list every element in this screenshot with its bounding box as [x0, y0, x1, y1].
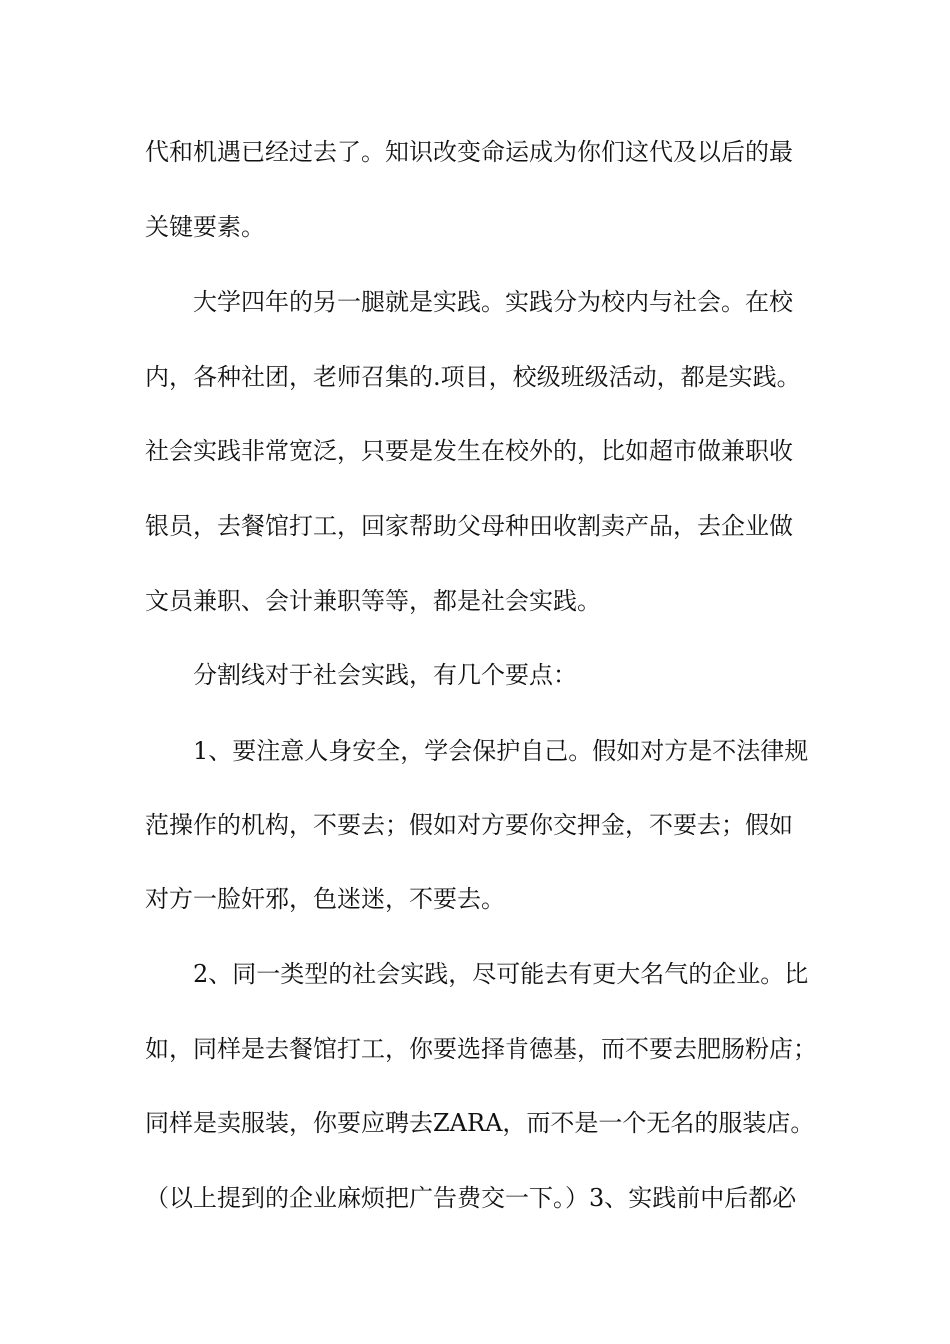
text-line-5: 社会实践非常宽泛，只要是发生在校外的，比如超市做兼职收: [145, 437, 793, 465]
text-line-8: 分割线对于社会实践，有几个要点：: [193, 661, 577, 689]
text-line-10: 范操作的机构，不要去；假如对方要你交押金，不要去；假如: [145, 811, 793, 839]
text-line-13: 如，同样是去餐馆打工，你要选择肯德基，而不要去肥肠粉店；: [145, 1035, 817, 1063]
text-line-11: 对方一脸奸邪，色迷迷，不要去。: [145, 885, 505, 913]
text-line-6: 银员，去餐馆打工，回家帮助父母种田收割卖产品，去企业做: [145, 512, 793, 540]
text-line-1: 代和机遇已经过去了。知识改变命运成为你们这代及以后的最: [145, 138, 793, 166]
text-line-2: 关键要素。: [145, 213, 265, 241]
text-line-7: 文员兼职、会计兼职等等，都是社会实践。: [145, 587, 601, 615]
text-line-3: 大学四年的另一腿就是实践。实践分为校内与社会。在校: [193, 288, 793, 316]
text-line-9: 1、要注意人身安全，学会保护自己。假如对方是不法律规: [193, 737, 809, 765]
text-line-15: （以上提到的企业麻烦把广告费交一下。）3、实践前中后都必: [145, 1184, 797, 1212]
text-line-4: 内，各种社团，老师召集的.项目，校级班级活动，都是实践。: [145, 363, 801, 391]
text-line-12: 2、同一类型的社会实践，尽可能去有更大名气的企业。比: [193, 960, 809, 988]
text-line-14: 同样是卖服装，你要应聘去ZARA，而不是一个无名的服装店。: [145, 1109, 815, 1137]
